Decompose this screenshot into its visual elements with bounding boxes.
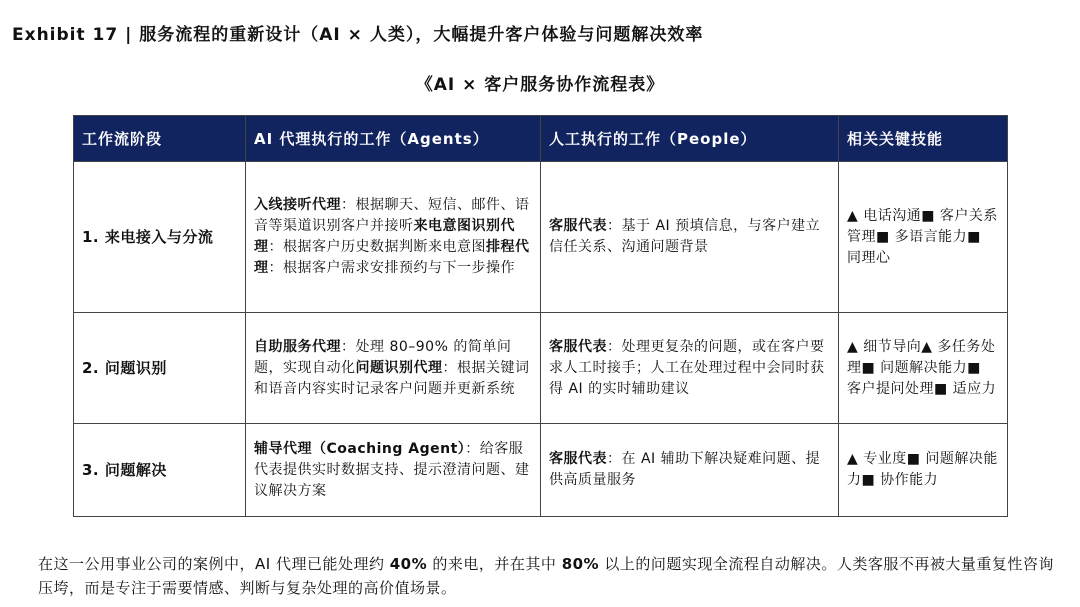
exhibit-title: Exhibit 17 | 服务流程的重新设计（AI × 人类），大幅提升客户体验与问题解决效率 xyxy=(12,25,704,45)
footer-text: 以上的问题实现全流程自动解决。人类客服不再被大量重复性咨询压垮，而是专注于需要情感、判断与复杂处理的高价值场景。 xyxy=(38,555,1054,597)
header-agents: AI 代理执行的工作（Agents） xyxy=(246,116,541,162)
agents-cell xyxy=(246,313,541,424)
people-cell xyxy=(541,424,839,517)
table-title: 《AI × 客户服务协作流程表》 xyxy=(415,75,665,95)
agent-label: 自助服务代理 xyxy=(254,338,341,355)
skills-cell: ▲ 细节导向▲ 多任务处理■ 问题解决能力■ 客户提问处理■ 适应力 xyxy=(839,313,1008,424)
footer-stat: 80% xyxy=(561,555,600,573)
agent-text: ：根据关键词和语音内容实时记录客户问题并更新系统 xyxy=(254,359,530,397)
table-header-row xyxy=(74,116,1008,162)
people-text: ：处理更复杂的问题，或在客户要求人工时接手；人工在处理过程中会同时获得 AI 的实时辅助建议 xyxy=(549,338,825,397)
agent-label: 入线接听代理 xyxy=(254,197,341,213)
stage-cell: 1. 来电接入与分流 xyxy=(74,162,246,313)
agent-label: 辅导代理（Coaching Agent） xyxy=(254,440,466,457)
table-row xyxy=(74,424,1008,517)
agents-cell xyxy=(246,162,541,313)
people-text: ：基于 AI 预填信息，与客户建立信任关系、沟通问题背景 xyxy=(549,218,821,255)
table-row xyxy=(74,162,1008,313)
agent-text: ：给客服代表提供实时数据支持、提示澄清问题、建议解决方案 xyxy=(254,440,530,499)
agent-label: 来电意图识别代理 xyxy=(254,218,515,255)
agent-text: ：处理 80–90% 的简单问题，实现自动化 xyxy=(254,338,512,376)
footer-stat: 40% xyxy=(389,555,428,573)
agent-text: ：根据聊天、短信、邮件、语音等渠道识别客户并接听 xyxy=(254,197,530,234)
skills-cell: ▲ 专业度■ 问题解决能力■ 协作能力 xyxy=(839,424,1008,517)
stage-cell: 2. 问题识别 xyxy=(74,313,246,424)
people-cell xyxy=(541,162,839,313)
footer-text: 的来电，并在其中 xyxy=(427,555,562,573)
header-people: 人工执行的工作（People） xyxy=(541,116,839,162)
agent-label: 问题识别代理 xyxy=(355,359,443,376)
agent-text: ：根据客户历史数据判断来电意图 xyxy=(268,239,486,255)
people-text: ：在 AI 辅助下解决疑难问题、提供高质量服务 xyxy=(549,451,821,488)
people-label: 客服代表 xyxy=(549,338,607,355)
footer-text: 在这一公用事业公司的案例中，AI 代理已能处理约 xyxy=(38,555,390,573)
agent-text: ：根据客户需求安排预约与下一步操作 xyxy=(268,260,515,276)
agent-label: 排程代理 xyxy=(254,239,530,276)
skills-cell: ▲ 电话沟通■ 客户关系管理■ 多语言能力■ 同理心 xyxy=(839,162,1008,313)
header-skills: 相关关键技能 xyxy=(839,116,1008,162)
people-label: 客服代表 xyxy=(549,218,607,234)
header-stage: 工作流阶段 xyxy=(74,116,246,162)
agents-cell xyxy=(246,424,541,517)
stage-cell: 3. 问题解决 xyxy=(74,424,246,517)
workflow-table xyxy=(73,115,1008,517)
footer-note xyxy=(38,552,1068,600)
table-row xyxy=(74,313,1008,424)
people-cell xyxy=(541,313,839,424)
people-label: 客服代表 xyxy=(549,451,607,467)
